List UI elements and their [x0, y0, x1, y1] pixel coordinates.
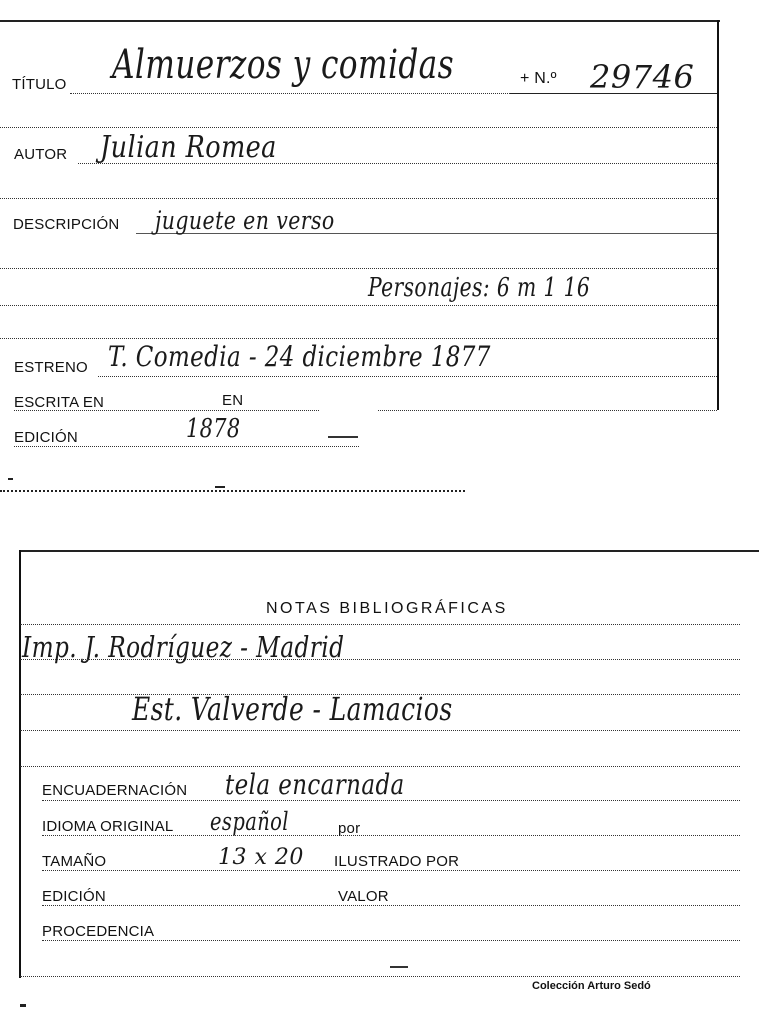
back-edicion-label: EDICIÓN: [42, 888, 106, 905]
notas-line-1: [20, 624, 740, 625]
nota-line-1: Imp. J. Rodríguez - Madrid: [22, 630, 345, 664]
encuadernacion-value: tela encarnada: [225, 768, 405, 801]
descripcion-value: juguete en verso: [155, 206, 335, 235]
autor-label: AUTOR: [14, 146, 68, 163]
back-card-left-border: [19, 550, 21, 978]
escrita-en-label: ESCRITA EN: [14, 394, 105, 411]
procedencia-label: PROCEDENCIA: [42, 923, 155, 940]
titulo-value: Almuerzos y comidas: [112, 42, 455, 88]
por-label: por: [338, 820, 361, 837]
scan-speck: [215, 486, 225, 488]
titulo-label: TÍTULO: [12, 76, 67, 93]
front-bottom-line: [0, 490, 465, 492]
back-edicion-line: [42, 905, 740, 906]
back-card-top-border: [20, 550, 759, 552]
back-bottom-line: [20, 976, 740, 977]
encuadernacion-label: ENCUADERNACIÓN: [42, 782, 188, 799]
idioma-label: IDIOMA ORIGINAL: [42, 818, 174, 835]
edicion-line: [14, 446, 359, 447]
nota-line-2: Est. Valverde - Lamacios: [132, 690, 453, 728]
valor-label: VALOR: [338, 888, 389, 905]
titulo-line: [70, 93, 510, 94]
notas-heading: NOTAS BIBLIOGRÁFICAS: [266, 600, 508, 617]
procedencia-line: [42, 940, 740, 941]
front-blank-line-1: [0, 268, 717, 269]
front-blank-line-2: [0, 305, 717, 306]
en-label: EN: [222, 392, 244, 409]
notas-line-2: [20, 659, 740, 660]
ilustrado-label: ILUSTRADO POR: [334, 853, 460, 870]
scan-speck: [8, 478, 13, 480]
idioma-line: [42, 835, 740, 836]
descripcion-label: DESCRIPCIÓN: [13, 216, 120, 233]
escrita-en-line: [14, 410, 319, 411]
front-blank-line-3: [0, 338, 717, 339]
descripcion-blank-line: [0, 198, 717, 199]
coleccion-label: Colección Arturo Sedó: [532, 980, 651, 992]
tamano-label: TAMAÑO: [42, 853, 107, 870]
edicion-label: EDICIÓN: [14, 429, 78, 446]
estreno-label: ESTRENO: [14, 359, 88, 376]
estreno-line: [98, 376, 717, 377]
scan-speck: [20, 1004, 26, 1007]
personajes-value: Personajes: 6 m 1 16: [368, 273, 591, 303]
bottom-dash: [390, 966, 408, 968]
front-card-right-border: [717, 20, 719, 410]
edicion-value: 1878: [186, 414, 241, 444]
estreno-value: T. Comedia - 24 diciembre 1877: [108, 340, 491, 373]
edicion-dash: [328, 436, 358, 438]
autor-blank-line: [0, 127, 717, 128]
idioma-value: español: [210, 807, 289, 836]
notas-line-4: [20, 730, 740, 731]
front-card-top-border: [0, 20, 720, 22]
en-line: [378, 410, 717, 411]
numero-value: 29746: [590, 58, 695, 96]
numero-label: + N.º: [520, 70, 557, 87]
autor-value: Julian Romea: [100, 130, 277, 165]
tamano-value: 13 x 20: [218, 845, 304, 870]
notas-line-5: [20, 766, 740, 767]
tamano-line: [42, 870, 740, 871]
